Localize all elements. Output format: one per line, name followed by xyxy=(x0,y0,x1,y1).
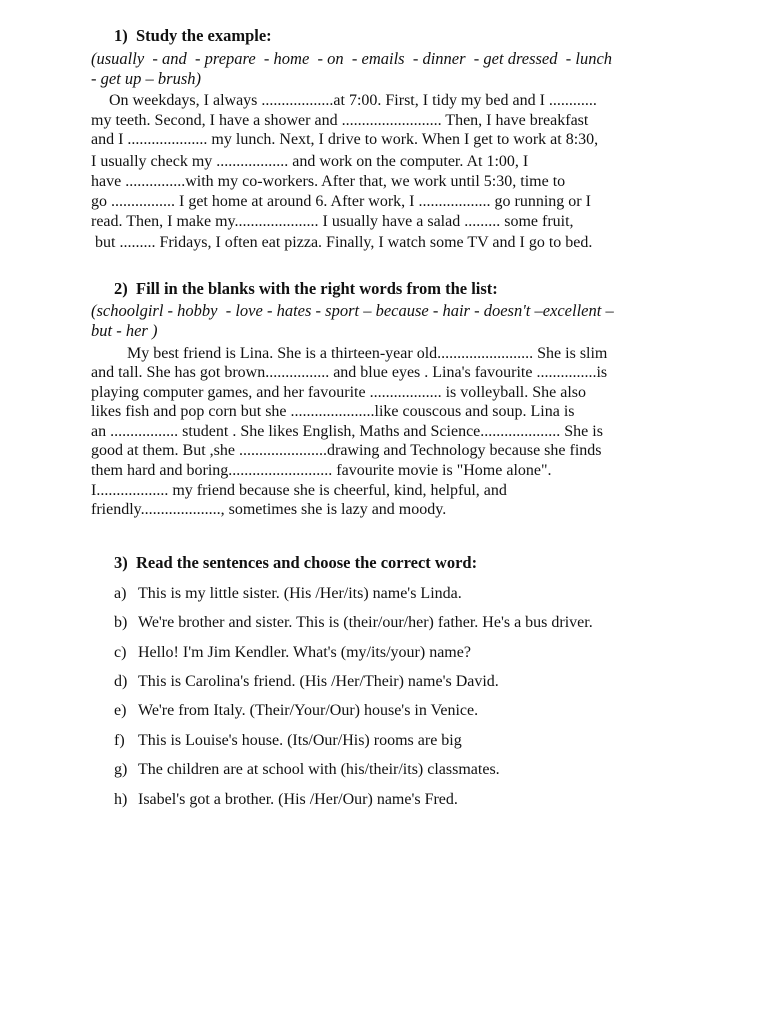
section2-word-list-line: (schoolgirl - hobby - love - hates - sport – because - hair - doesn't –excellent – xyxy=(91,301,614,320)
item-marker: b) xyxy=(114,614,128,631)
section2-passage-line: I.................. my friend because she is cheerful, kind, helpful, and xyxy=(91,482,507,499)
section2-word-list-line: but - her ) xyxy=(91,321,158,340)
item-marker: f) xyxy=(114,732,125,749)
item-sentence: The children are at school with (his/their/its) classmates. xyxy=(138,761,500,778)
item-sentence: This is Louise's house. (Its/Our/His) rooms are big xyxy=(138,732,462,749)
item-marker: h) xyxy=(114,791,128,808)
section1-passage-line: On weekdays, I always ..................at 7:00. First, I tidy my bed and I ............ xyxy=(109,92,597,109)
section1-word-list-line: - get up – brush) xyxy=(91,69,201,88)
section3-title: Read the sentences and choose the correct word: xyxy=(136,553,478,572)
section1-passage-line: I usually check my .................. and work on the computer. At 1:00, I xyxy=(91,153,529,170)
item-sentence: Hello! I'm Jim Kendler. What's (my/its/your) name? xyxy=(138,644,471,661)
section1-passage-line: my teeth. Second, I have a shower and ......................... Then, I have breakfast xyxy=(91,112,589,129)
section2-passage-line: and tall. She has got brown................ and blue eyes . Lina's favourite ...............is xyxy=(91,364,608,381)
section3-heading xyxy=(114,553,477,573)
section2-title: Fill in the blanks with the right words from the list: xyxy=(136,279,498,298)
item-sentence: This is my little sister. (His /Her/its) name's Linda. xyxy=(138,585,462,602)
section2-number: 2) xyxy=(114,279,128,298)
section1-passage-line: but ......... Fridays, I often eat pizza. Finally, I watch some TV and I go to bed. xyxy=(95,234,593,251)
item-sentence: Isabel's got a brother. (His /Her/Our) name's Fred. xyxy=(138,791,458,808)
section1-title: Study the example: xyxy=(136,26,272,45)
section2-passage-line: friendly...................., sometimes she is lazy and moody. xyxy=(91,501,447,518)
section2-passage-line: playing computer games, and her favourite .................. is volleyball. She also xyxy=(91,384,586,401)
section1-passage-line: have ...............with my co-workers. After that, we work until 5:30, time to xyxy=(91,173,566,190)
item-sentence: We're from Italy. (Their/Your/Our) house's in Venice. xyxy=(138,702,479,719)
item-marker: d) xyxy=(114,673,128,690)
section2-passage-line: them hard and boring.......................... favourite movie is "Home alone". xyxy=(91,462,552,479)
item-marker: e) xyxy=(114,702,127,719)
section2-passage-line: likes fish and pop corn but she .....................like couscous and soup. Lina is xyxy=(91,403,575,420)
item-sentence: This is Carolina's friend. (His /Her/Their) name's David. xyxy=(138,673,499,690)
item-sentence: We're brother and sister. This is (their/our/her) father. He's a bus driver. xyxy=(138,614,593,631)
section1-passage-line: read. Then, I make my..................... I usually have a salad ......... some fruit, xyxy=(91,213,574,230)
section2-heading xyxy=(114,279,498,299)
section2-passage-line: an ................. student . She likes English, Maths and Science.................... She is xyxy=(91,423,603,440)
section1-heading xyxy=(114,26,272,46)
section3-number: 3) xyxy=(114,553,128,572)
item-marker: g) xyxy=(114,761,128,778)
item-marker: a) xyxy=(114,585,127,602)
section1-number: 1) xyxy=(114,26,128,45)
section1-passage-line: and I .................... my lunch. Next, I drive to work. When I get to work at 8:30, xyxy=(91,131,599,148)
section1-passage-line: go ................ I get home at around 6. After work, I .................. go running or I xyxy=(91,193,591,210)
section1-word-list-line: (usually - and - prepare - home - on - emails - dinner - get dressed - lunch xyxy=(91,49,613,68)
item-marker: c) xyxy=(114,644,127,661)
section2-passage-line: My best friend is Lina. She is a thirteen-year old........................ She is slim xyxy=(127,345,608,362)
section2-passage-line: good at them. But ,she ......................drawing and Technology because she finds xyxy=(91,442,602,459)
